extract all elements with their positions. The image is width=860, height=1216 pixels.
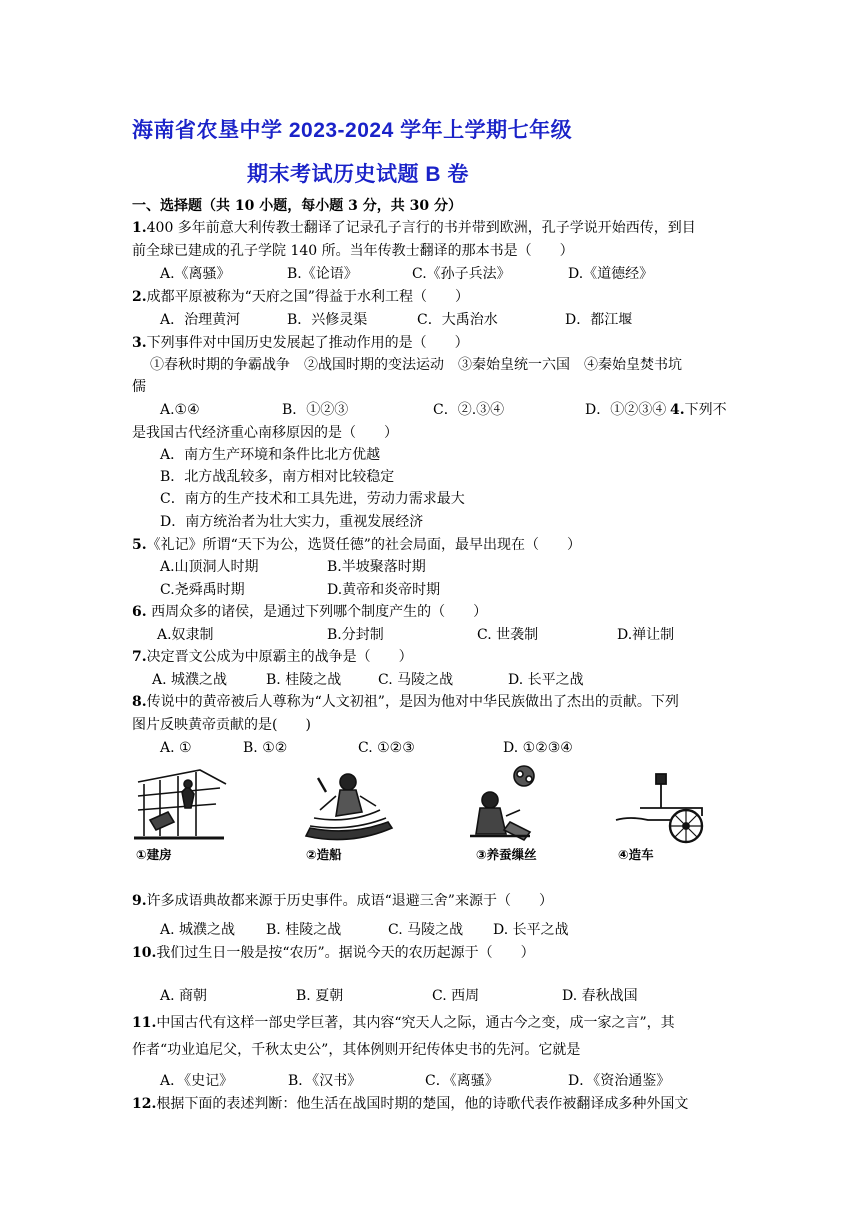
q5-option-c: C.尧舜禹时期 <box>160 582 245 598</box>
question-2 <box>132 287 469 307</box>
question-8-cont: 图片反映黄帝贡献的是( ) <box>132 717 311 733</box>
question-text: 根据下面的表述判断：他生活在战国时期的楚国，他的诗歌代表作被翻译成多种外国文 <box>156 1096 689 1112</box>
question-number: 12. <box>132 1096 157 1112</box>
q10-option-c: C. 西周 <box>432 988 480 1004</box>
question-6 <box>132 602 487 622</box>
house-building-illustration <box>134 770 226 838</box>
question-number: 7. <box>132 649 147 665</box>
question-3 <box>132 333 469 353</box>
question-3-items-cont: 儒 <box>132 379 146 395</box>
q9-option-d: D. 长平之战 <box>493 922 569 938</box>
question-12 <box>132 1094 688 1114</box>
question-text: 400 多年前意大利传教士翻译了记录孔子言行的书并带到欧洲，孔子学说开始西传，到目 <box>146 220 696 236</box>
q2-option-c: C．大禹治水 <box>417 312 498 328</box>
question-number: 5. <box>132 537 147 553</box>
q7-option-d: D. 长平之战 <box>508 672 584 688</box>
q4-option-d: D．南方统治者为壮大实力，重视发展经济 <box>160 514 424 530</box>
q5-option-b: B.半坡聚落时期 <box>327 559 426 575</box>
exam-title-line2: 期末考试历史试题 B 卷 <box>247 163 469 186</box>
q4-option-b: B．北方战乱较多，南方相对比较稳定 <box>160 469 395 485</box>
q7-option-b: B. 桂陵之战 <box>266 672 342 688</box>
question-11-cont: 作者“功业追尼父，千秋太史公”，其体例则开纪传体史书的先河。它就是 <box>132 1042 581 1058</box>
question-text: 下列事件对中国历史发展起了推动作用的是（ ） <box>146 335 469 351</box>
q3-option-d: D．①②③④ <box>585 402 667 418</box>
question-number: 9. <box>132 893 147 909</box>
question-text: 我们过生日一般是按“农历”。据说今天的农历起源于（ ） <box>156 945 535 961</box>
question-number: 4. <box>670 402 685 418</box>
question-9 <box>132 891 553 911</box>
q1-option-d: D.《道德经》 <box>568 266 654 282</box>
huangdi-contributions-figure <box>130 762 710 866</box>
question-5 <box>132 535 581 555</box>
caption-3: ③养蚕缫丝 <box>476 847 537 862</box>
q1-option-c: C.《孙子兵法》 <box>412 266 511 282</box>
q10-option-b: B. 夏朝 <box>296 988 344 1004</box>
question-text: 决定晋文公成为中原霸主的战争是（ ） <box>146 649 413 665</box>
q7-option-c: C. 马陵之战 <box>378 672 454 688</box>
question-number: 3. <box>132 335 147 351</box>
question-3-items: ①春秋时期的争霸战争 ②战国时期的变法运动 ③秦始皇统一六国 ④秦始皇焚书坑 <box>150 357 682 373</box>
q9-option-c: C. 马陵之战 <box>388 922 464 938</box>
q9-option-a: A. 城濮之战 <box>160 922 236 938</box>
q8-option-b: B. ①② <box>243 740 288 756</box>
caption-1: ①建房 <box>136 847 172 862</box>
q4-option-a: A．南方生产环境和条件比北方优越 <box>160 447 381 463</box>
question-text: 西周众多的诸侯，是通过下列哪个制度产生的（ ） <box>146 604 488 620</box>
caption-4: ④造车 <box>618 847 654 862</box>
question-text: 许多成语典故都来源于历史事件。成语“退避三舍”来源于（ ） <box>146 893 553 909</box>
q11-option-d: D．《资治通鉴》 <box>568 1073 671 1089</box>
q2-option-d: D．都江堰 <box>565 312 633 328</box>
q1-option-b: B.《论语》 <box>287 266 358 282</box>
boat-making-illustration <box>306 774 392 840</box>
q8-option-d: D. ①②③④ <box>503 740 573 756</box>
q11-option-b: B．《汉书》 <box>288 1073 362 1089</box>
exam-title-line1: 海南省农垦中学 2023-2024 学年上学期七年级 <box>132 119 573 142</box>
q6-option-d: D.禅让制 <box>617 627 675 643</box>
q6-option-a: A.奴隶制 <box>157 627 214 643</box>
section-heading: 一、选择题（共 10 小题，每小题 3 分，共 30 分） <box>132 198 462 214</box>
q2-option-a: A．治理黄河 <box>160 312 241 328</box>
q4-option-c: C．南方的生产技术和工具先进，劳动力需求最大 <box>160 491 465 507</box>
question-10 <box>132 943 535 963</box>
question-4 <box>670 400 727 420</box>
q8-option-a: A. ① <box>160 740 192 756</box>
q6-option-c: C. 世袭制 <box>477 627 539 643</box>
q9-option-b: B. 桂陵之战 <box>266 922 342 938</box>
q5-option-a: A.山顶洞人时期 <box>160 559 259 575</box>
question-7 <box>132 647 413 667</box>
cart-making-illustration <box>616 774 702 842</box>
question-4-cont: 是我国古代经济重心南移原因的是（ ） <box>132 425 398 441</box>
question-number: 8. <box>132 694 147 710</box>
q3-option-b: B．①②③ <box>282 402 349 418</box>
q3-option-a: A.①④ <box>160 402 200 418</box>
q2-option-b: B．兴修灵渠 <box>287 312 368 328</box>
q6-option-b: B.分封制 <box>327 627 384 643</box>
q11-option-a: A．《史记》 <box>160 1073 234 1089</box>
question-text: 成都平原被称为“天府之国”得益于水利工程（ ） <box>146 289 469 305</box>
q8-option-c: C. ①②③ <box>358 740 415 756</box>
q1-option-a: A.《离骚》 <box>160 266 231 282</box>
question-text: 《礼记》所谓“天下为公，选贤任德”的社会局面，最早出现在（ ） <box>146 537 581 553</box>
question-1 <box>132 218 696 238</box>
question-1-cont: 前全球已建成的孔子学院 140 所。当年传教士翻译的那本书是（ ） <box>132 243 574 259</box>
q10-option-d: D. 春秋战国 <box>562 988 638 1004</box>
q10-option-a: A. 商朝 <box>160 988 208 1004</box>
question-number: 10. <box>132 945 157 961</box>
q11-option-c: C．《离骚》 <box>425 1073 499 1089</box>
question-text: 传说中的黄帝被后人尊称为“人文初祖”，是因为他对中华民族做出了杰出的贡献。下列 <box>146 694 679 710</box>
question-text: 中国古代有这样一部史学巨著，其内容“究天人之际，通古今之变，成一家之言”，其 <box>156 1015 675 1031</box>
caption-2: ②造船 <box>306 847 342 862</box>
question-number: 11. <box>132 1015 157 1031</box>
question-number: 2. <box>132 289 147 305</box>
question-number: 1. <box>132 220 147 236</box>
q7-option-a: A. 城濮之战 <box>152 672 228 688</box>
question-8 <box>132 692 679 712</box>
question-11 <box>132 1013 675 1033</box>
question-number: 6. <box>132 604 147 620</box>
silk-reeling-illustration <box>470 766 534 840</box>
question-text: 下列不 <box>684 402 727 418</box>
q3-option-c: C．②.③④ <box>433 402 505 418</box>
q5-option-d: D.黄帝和炎帝时期 <box>327 582 441 598</box>
